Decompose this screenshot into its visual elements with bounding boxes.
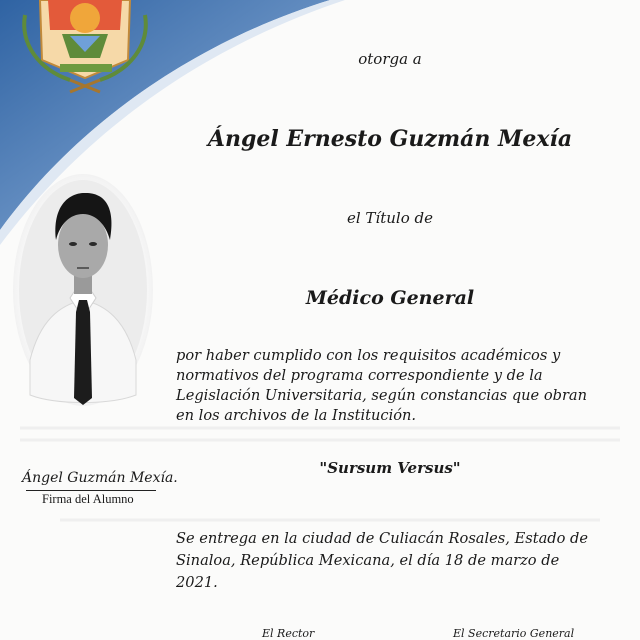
issue-statement: Se entrega en la ciudad de Culiacán Rosales, Estado de Sinaloa, República Mexicana, el día 18 de marzo de 2021. — [176, 530, 589, 591]
rector-label: El Rector — [262, 627, 315, 640]
secretary-label: El Secretario General — [453, 627, 575, 640]
degree-title: Médico General — [305, 287, 475, 309]
university-motto: "Sursum Versus" — [319, 459, 461, 477]
otorga-text: otorga a — [358, 50, 422, 68]
student-signature-label: Firma del Alumno — [42, 492, 134, 506]
titulo-de-text: el Título de — [346, 209, 433, 227]
student-signature: Ángel Guzmán Mexía. — [22, 470, 178, 486]
signature-line — [26, 490, 156, 491]
recipient-name: Ángel Ernesto Guzmán Mexía — [207, 126, 573, 152]
certificate-body-text: por haber cumplido con los requisitos académicos y normativos del programa correspondiente y de la Legislación Universitaria, según constancias que obran en los archivos de la Institución. — [176, 347, 588, 424]
